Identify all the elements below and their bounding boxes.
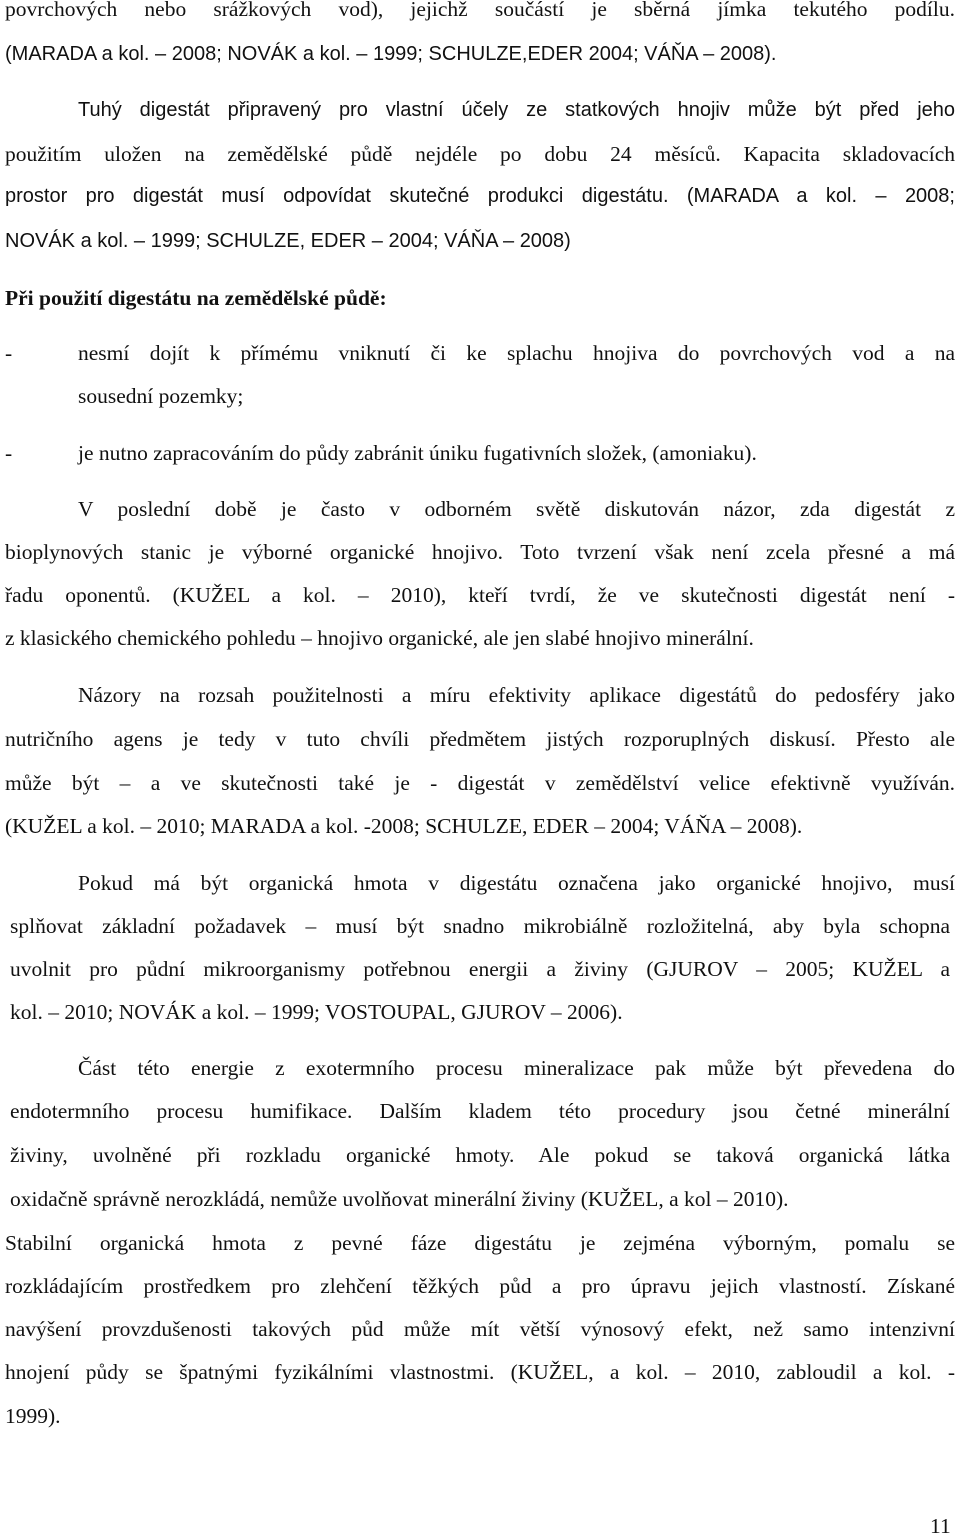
text-line: použitím uložen na zemědělské půdě nejdéle po dobu 24 měsíců. Kapacita skladovacích xyxy=(5,142,955,166)
bullet-dash: - xyxy=(5,441,13,465)
text-line: sousední pozemky; xyxy=(78,384,244,408)
text-line: nutričního agens je tedy v tuto chvíli předmětem jistých rozporuplných diskusí. Přesto ale xyxy=(5,727,955,751)
text-line: (MARADA a kol. – 2008; NOVÁK a kol. – 1999; SCHULZE,EDER 2004; VÁŇA – 2008). xyxy=(5,43,777,65)
text-line: bioplynových stanic je výborné organické hnojivo. Toto tvrzení však není zcela přesné a má xyxy=(5,540,955,564)
text-line: endotermního procesu humifikace. Dalším kladem této procedury jsou četné minerální xyxy=(10,1099,950,1123)
text-line: Část této energie z exotermního procesu mineralizace pak může být převedena do xyxy=(78,1056,955,1080)
text-line: rozkládajícím prostředkem pro zlehčení těžkých půd a pro úpravu jejich vlastností. Získané xyxy=(5,1274,955,1298)
page-number: 11 xyxy=(930,1514,951,1538)
text-line: může být – a ve skutečnosti také je - digestát v zemědělství velice efektivně využíván. xyxy=(5,771,955,795)
text-line: nesmí dojít k přímému vniknutí či ke splachu hnojiva do povrchových vod a na xyxy=(78,341,955,365)
text-line: je nutno zapracováním do půdy zabránit úniku fugativních složek, (amoniaku). xyxy=(78,441,757,465)
text-line: V poslední době je často v odborném světě diskutován názor, zda digestát z xyxy=(78,497,955,521)
text-line: řadu oponentů. (KUŽEL a kol. – 2010), kteří tvrdí, že ve skutečnosti digestát není - xyxy=(5,583,955,607)
text-line: (KUŽEL a kol. – 2010; MARADA a kol. -2008; SCHULZE, EDER – 2004; VÁŇA – 2008). xyxy=(5,814,803,838)
text-line: živiny, uvolněné při rozkladu organické hmoty. Ale pokud se taková organická látka xyxy=(10,1143,950,1167)
text-line: splňovat základní požadavek – musí být snadno mikrobiálně rozložitelná, aby byla schopna xyxy=(10,914,950,938)
text-line: NOVÁK a kol. – 1999; SCHULZE, EDER – 2004; VÁŇA – 2008) xyxy=(5,230,571,252)
text-line: kol. – 2010; NOVÁK a kol. – 1999; VOSTOUPAL, GJUROV – 2006). xyxy=(10,1000,623,1024)
text-line: 1999). xyxy=(5,1404,61,1428)
text-line: Stabilní organická hmota z pevné fáze digestátu je zejména výborným, pomalu se xyxy=(5,1231,955,1255)
text-line: uvolnit pro půdní mikroorganismy potřebnou energii a živiny (GJUROV – 2005; KUŽEL a xyxy=(10,957,950,981)
text-line: Tuhý digestát připravený pro vlastní účely ze statkových hnojiv může být před jeho xyxy=(78,99,955,121)
text-line: Názory na rozsah použitelnosti a míru efektivity aplikace digestátů do pedosféry jako xyxy=(78,683,955,707)
text-line: z klasického chemického pohledu – hnojivo organické, ale jen slabé hnojivo minerální. xyxy=(5,626,754,650)
text-line: prostor pro digestát musí odpovídat skutečné produkci digestátu. (MARADA a kol. – 2008; xyxy=(5,185,955,207)
text-line: povrchových nebo srážkových vod), jejichž součástí je sběrná jímka tekutého podílu. xyxy=(5,0,955,21)
bullet-dash: - xyxy=(5,341,13,365)
text-line: navýšení provzdušenosti takových půd může mít větší výnosový efekt, než samo intenzivní xyxy=(5,1317,955,1341)
text-line: oxidačně správně nerozkládá, nemůže uvolňovat minerální živiny (KUŽEL, a kol – 2010). xyxy=(10,1187,789,1211)
section-heading: Při použití digestátu na zemědělské půdě: xyxy=(5,286,387,310)
text-line: hnojení půdy se špatnými fyzikálními vlastnostmi. (KUŽEL, a kol. – 2010, zabloudil a kol. - xyxy=(5,1360,955,1384)
text-line: Pokud má být organická hmota v digestátu označena jako organické hnojivo, musí xyxy=(78,871,955,895)
